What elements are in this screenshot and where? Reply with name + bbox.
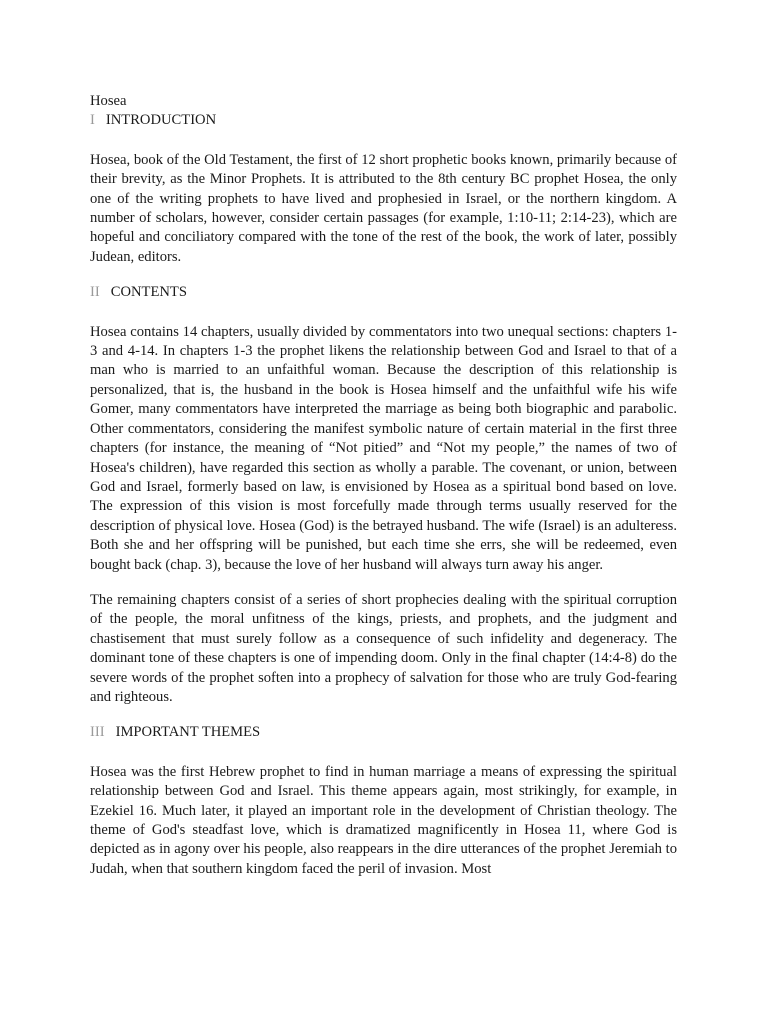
section-heading-text: IMPORTANT THEMES — [115, 724, 261, 741]
section-heading-introduction — [90, 111, 677, 130]
paragraph: Hosea was the first Hebrew prophet to find in human marriage a means of expressing the spiritual relationship between God and Israel. This theme appears again, most strikingly, for example, in Ezekiel 16. Much later, it played an important role in the development of Christian theology. The theme of God's steadfast love, which is dramatized magnificently in Hosea 11, where God is depicted as in agony over his people, also reappears in the dire utterances of the prophet Jeremiah to Judah, when that southern kingdom faced the peril of invasion. Most — [90, 763, 677, 877]
document-title: Hosea — [90, 93, 127, 109]
section-numeral: I — [90, 112, 95, 129]
section-numeral: III — [90, 724, 105, 741]
section-heading-contents — [90, 283, 677, 302]
paragraph: Hosea contains 14 chapters, usually divided by commentators into two unequal sections: chapters 1-3 and 4-14. In chapters 1-3 the prophet likens the relationship between God and Israel to that of a man who is married to an unfaithful woman. Because the description of this relationship is personalized, that is, the husband in the book is Hosea himself and the unfaithful wife his wife Gomer, many commentators have interpreted the marriage as being both biographic and parabolic. Other commentators, considering the manifest symbolic nature of certain material in the first three chapters (for instance, the meaning of “Not pitied” and “Not my people,” the names of two of Hosea's children), have regarded this section as wholly a parable. The covenant, or union, between God and Israel, formerly based on law, is envisioned by Hosea as a spiritual bond based on love. The expression of this vision is most forcefully made through terms usually reserved for the description of physical love. Hosea (God) is the betrayed husband. The wife (Israel) is an adulteress. Both she and her offspring will be punished, but each time she errs, she will be redeemed, even bought back (chap. 3), because the love of her husband will always turn away his anger. — [90, 323, 677, 573]
section-heading-text: CONTENTS — [110, 284, 187, 301]
document-page — [90, 92, 677, 879]
section-numeral: II — [90, 284, 100, 301]
paragraph: The remaining chapters consist of a series of short prophecies dealing with the spiritual corruption of the people, the moral unfitness of the kings, priests, and prophets, and the judgment and chastisement that must surely follow as a consequence of such infidelity and degeneracy. The dominant tone of these chapters is one of impending doom. Only in the final chapter (14:4-8) do the severe words of the prophet soften into a prophecy of salvation for those who are truly God-fearing and righteous. — [90, 591, 677, 705]
section-heading-important-themes — [90, 723, 677, 742]
section-heading-text: INTRODUCTION — [105, 112, 217, 129]
paragraph: Hosea, book of the Old Testament, the first of 12 short prophetic books known, primarily because of their brevity, as the Minor Prophets. It is attributed to the 8th century BC prophet Hosea, the only one of the writing prophets to have lived and prophesied in Israel, or the northern kingdom. A number of scholars, however, consider certain passages (for example, 1:10-11; 2:14-23), which are hopeful and conciliatory compared with the tone of the rest of the book, the work of later, possibly Judean, editors. — [90, 151, 677, 265]
